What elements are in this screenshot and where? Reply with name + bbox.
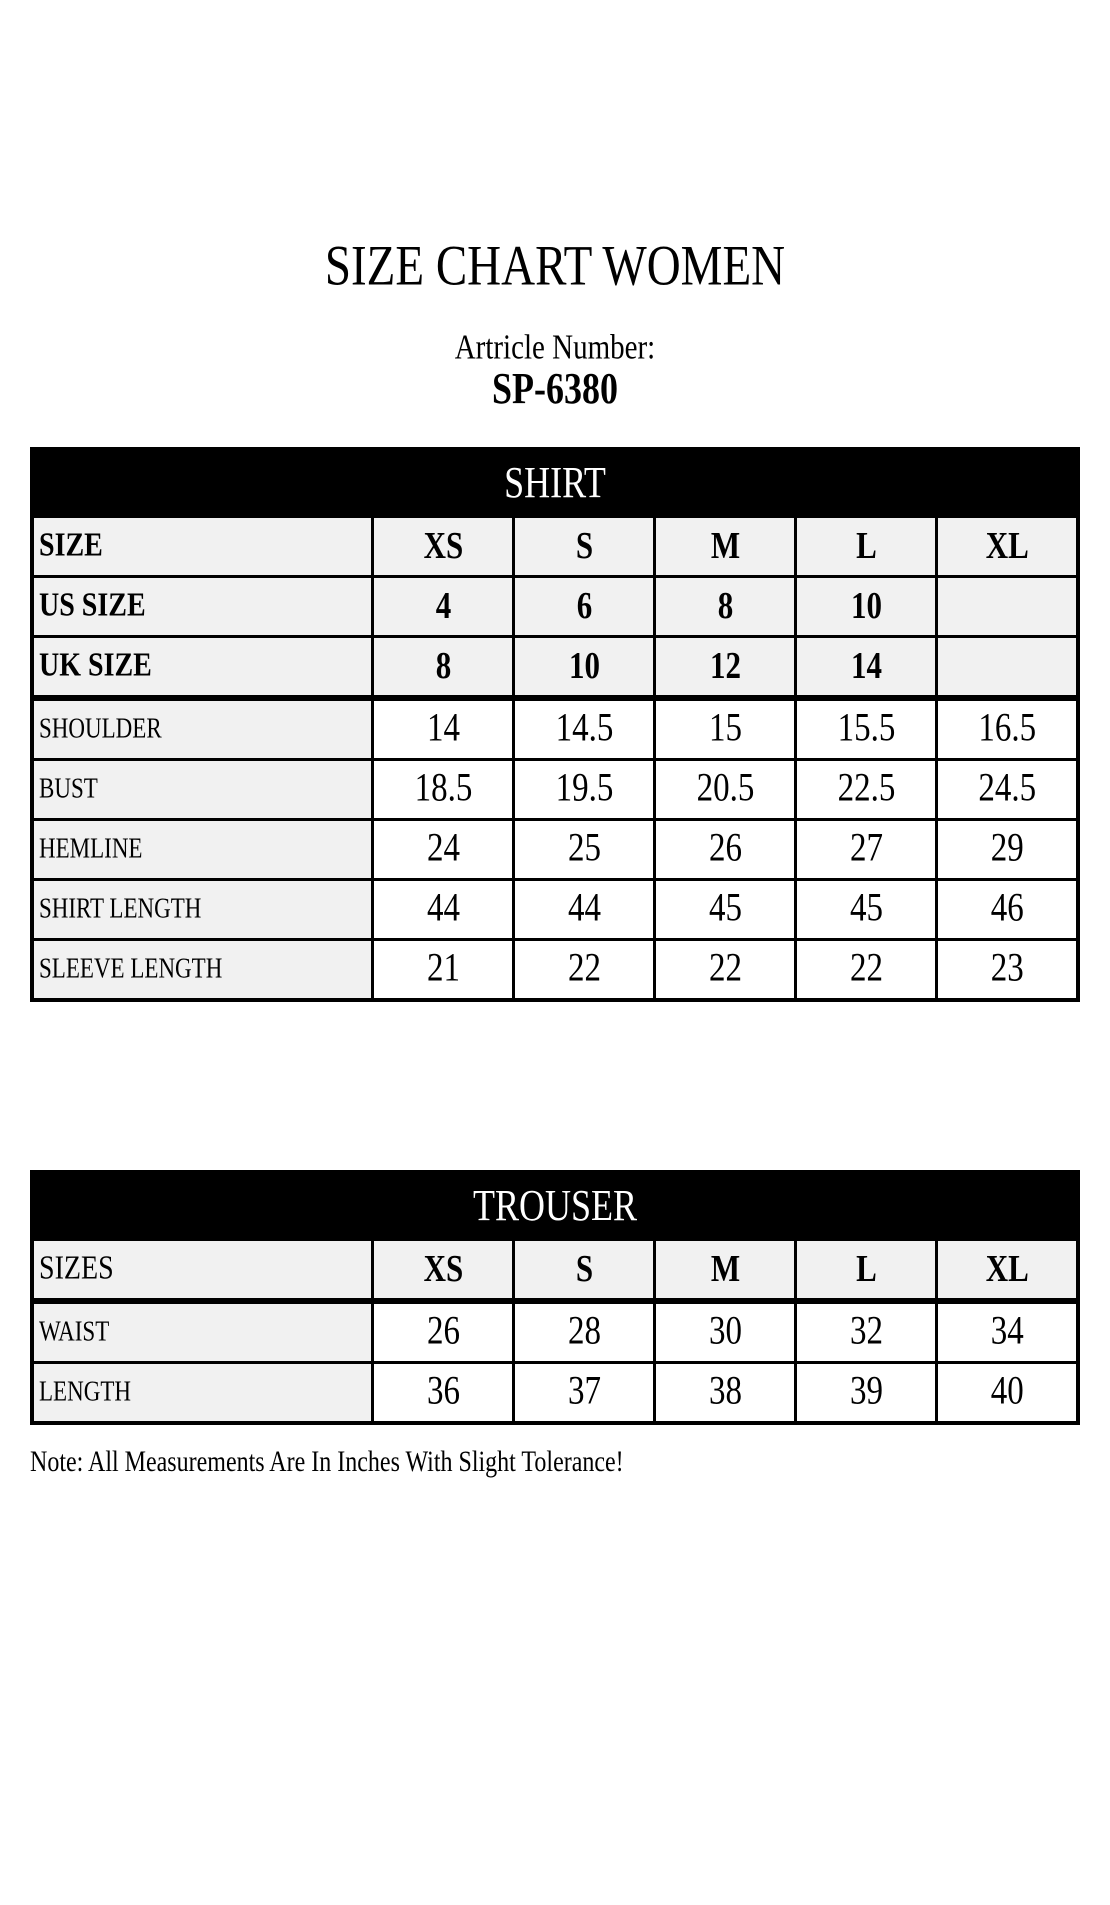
size-value: 40 xyxy=(937,1362,1078,1423)
size-value: XS xyxy=(373,516,514,576)
size-value xyxy=(937,576,1078,636)
size-value: 23 xyxy=(937,939,1078,1000)
size-value: 26 xyxy=(655,819,796,879)
row-label: SIZES xyxy=(32,1239,373,1301)
row-label: BUST xyxy=(32,759,373,819)
size-value: 14.5 xyxy=(514,698,655,760)
table-row xyxy=(32,698,1078,760)
size-value: 39 xyxy=(796,1362,937,1423)
row-label: SLEEVE LENGTH xyxy=(32,939,373,1000)
size-value: L xyxy=(796,516,937,576)
shirt-table-header-bar xyxy=(32,449,1078,517)
size-value: 6 xyxy=(514,576,655,636)
size-value xyxy=(937,636,1078,698)
size-value: 8 xyxy=(655,576,796,636)
size-value: XL xyxy=(937,516,1078,576)
page-title xyxy=(30,234,1080,299)
size-value: 22 xyxy=(796,939,937,1000)
row-label: SHIRT LENGTH xyxy=(32,879,373,939)
row-label: UK SIZE xyxy=(32,636,373,698)
shirt-table-title-text: SHIRT xyxy=(504,457,606,507)
size-value: 20.5 xyxy=(655,759,796,819)
size-value: 15 xyxy=(655,698,796,760)
size-value: 34 xyxy=(937,1301,1078,1363)
size-value: 4 xyxy=(373,576,514,636)
table-row xyxy=(32,819,1078,879)
measurement-note xyxy=(30,1446,1080,1479)
trouser-table-header-bar xyxy=(32,1172,1078,1240)
page xyxy=(30,234,1080,1479)
size-value: 12 xyxy=(655,636,796,698)
trouser-table-title xyxy=(32,1172,1078,1240)
size-value: 10 xyxy=(514,636,655,698)
size-value: L xyxy=(796,1239,937,1301)
size-value: M xyxy=(655,1239,796,1301)
size-value: 45 xyxy=(796,879,937,939)
size-value: 15.5 xyxy=(796,698,937,760)
row-label: SHOULDER xyxy=(32,698,373,760)
table-row xyxy=(32,516,1078,576)
table-row xyxy=(32,939,1078,1000)
measurement-note-text: Note: All Measurements Are In Inches With Slight Tolerance! xyxy=(30,1446,624,1479)
size-value: 29 xyxy=(937,819,1078,879)
size-value: 24 xyxy=(373,819,514,879)
size-value: 22 xyxy=(655,939,796,1000)
size-value: 14 xyxy=(373,698,514,760)
size-value: 38 xyxy=(655,1362,796,1423)
size-value: 22.5 xyxy=(796,759,937,819)
size-value: 22 xyxy=(514,939,655,1000)
trouser-size-table xyxy=(30,1170,1080,1425)
row-label: LENGTH xyxy=(32,1362,373,1423)
size-value: 14 xyxy=(796,636,937,698)
size-value: 10 xyxy=(796,576,937,636)
size-value: 37 xyxy=(514,1362,655,1423)
size-value: M xyxy=(655,516,796,576)
row-label: HEMLINE xyxy=(32,819,373,879)
size-value: 27 xyxy=(796,819,937,879)
row-label: SIZE xyxy=(32,516,373,576)
size-value: XL xyxy=(937,1239,1078,1301)
trouser-table-title-text: TROUSER xyxy=(472,1180,638,1230)
size-value: 19.5 xyxy=(514,759,655,819)
table-row xyxy=(32,879,1078,939)
row-label: WAIST xyxy=(32,1301,373,1363)
size-value: 8 xyxy=(373,636,514,698)
size-value: S xyxy=(514,516,655,576)
size-value: 28 xyxy=(514,1301,655,1363)
size-value: 30 xyxy=(655,1301,796,1363)
size-value: 26 xyxy=(373,1301,514,1363)
table-row xyxy=(32,636,1078,698)
shirt-table-title xyxy=(32,449,1078,517)
size-value: 21 xyxy=(373,939,514,1000)
table-row xyxy=(32,576,1078,636)
size-value: 44 xyxy=(373,879,514,939)
table-row xyxy=(32,1362,1078,1423)
article-number-value-text: SP-6380 xyxy=(492,364,618,414)
size-value: 16.5 xyxy=(937,698,1078,760)
size-value: 18.5 xyxy=(373,759,514,819)
table-row xyxy=(32,1239,1078,1301)
size-value: 44 xyxy=(514,879,655,939)
size-value: 25 xyxy=(514,819,655,879)
row-label: US SIZE xyxy=(32,576,373,636)
size-value: S xyxy=(514,1239,655,1301)
size-value: 24.5 xyxy=(937,759,1078,819)
page-title-text: SIZE CHART WOMEN xyxy=(324,234,786,299)
table-row xyxy=(32,759,1078,819)
size-value: 32 xyxy=(796,1301,937,1363)
size-value: XS xyxy=(373,1239,514,1301)
size-value: 36 xyxy=(373,1362,514,1423)
article-number-label-text: Artricle Number: xyxy=(454,328,656,368)
table-row xyxy=(32,1301,1078,1363)
size-value: 46 xyxy=(937,879,1078,939)
article-number-value xyxy=(30,364,1080,414)
size-value: 45 xyxy=(655,879,796,939)
article-number-label xyxy=(30,328,1080,368)
shirt-size-table xyxy=(30,447,1080,1002)
